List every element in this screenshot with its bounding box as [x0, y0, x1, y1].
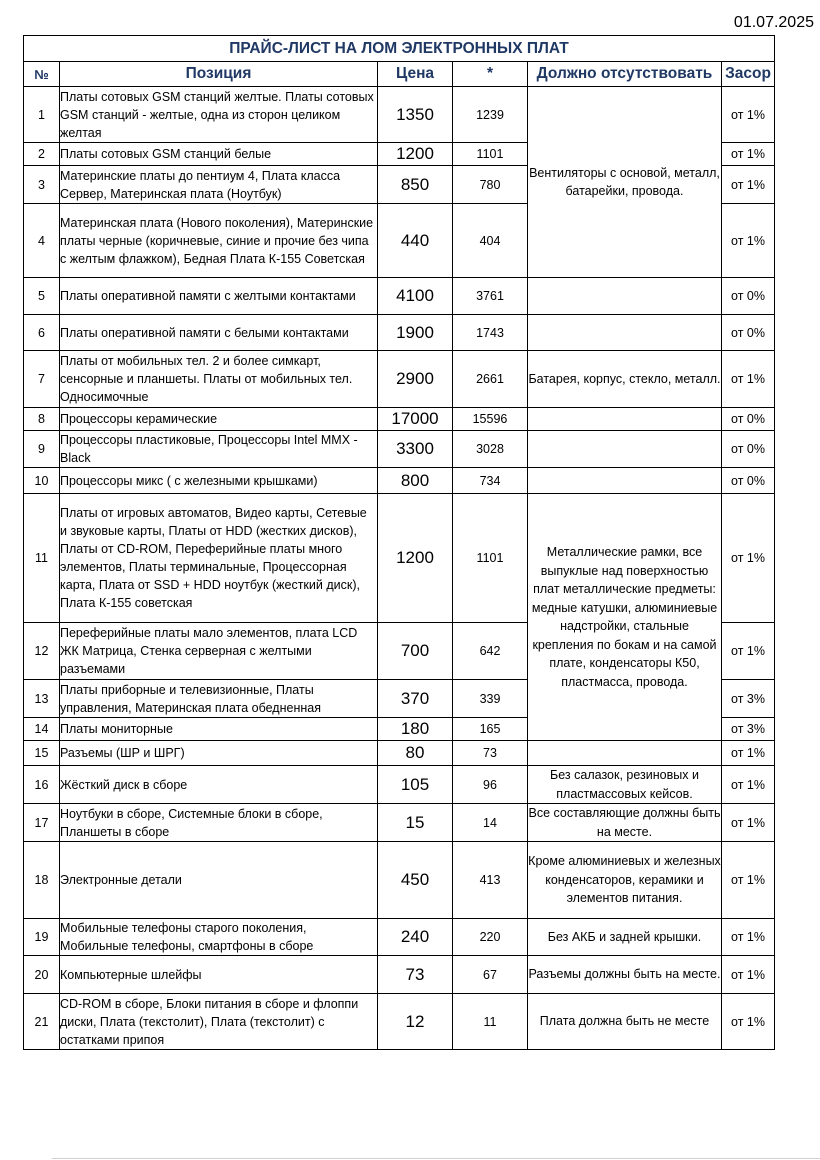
- row-num: 12: [24, 623, 60, 680]
- row-position: Платы сотовых GSM станций белые: [60, 143, 378, 166]
- row-zasor: от 0%: [722, 468, 775, 494]
- row-star: 3028: [453, 431, 528, 468]
- row-star: 780: [453, 166, 528, 204]
- row-position: Платы от мобильных тел. 2 и более симкарт, сенсорные и планшеты. Платы от мобильных тел. Односимочные: [60, 351, 378, 408]
- row-position: Платы оперативной памяти с желтыми контактами: [60, 278, 378, 315]
- row-price: 17000: [378, 408, 453, 431]
- row-zasor: от 1%: [722, 804, 775, 842]
- row-num: 11: [24, 494, 60, 623]
- table-row: [24, 87, 775, 143]
- row-absent: Кроме алюминиевых и железных конденсаторов, керамики и элементов питания.: [528, 842, 722, 919]
- table-row: [24, 431, 775, 468]
- row-price: 2900: [378, 351, 453, 408]
- row-position: Ноутбуки в сборе, Системные блоки в сборе, Планшеты в сборе: [60, 804, 378, 842]
- row-num: 16: [24, 766, 60, 804]
- header-position: Позиция: [60, 62, 378, 87]
- row-zasor: от 1%: [722, 166, 775, 204]
- row-num: 5: [24, 278, 60, 315]
- row-star: 1101: [453, 494, 528, 623]
- row-absent: [528, 408, 722, 431]
- row-absent: Разъемы должны быть на месте.: [528, 956, 722, 994]
- row-zasor: от 1%: [722, 956, 775, 994]
- row-price: 4100: [378, 278, 453, 315]
- row-price: 450: [378, 842, 453, 919]
- row-star: 220: [453, 919, 528, 956]
- row-zasor: от 1%: [722, 994, 775, 1050]
- row-position: Процессоры керамические: [60, 408, 378, 431]
- row-star: 404: [453, 204, 528, 278]
- row-price: 800: [378, 468, 453, 494]
- row-num: 21: [24, 994, 60, 1050]
- row-star: 96: [453, 766, 528, 804]
- row-star: 642: [453, 623, 528, 680]
- row-num: 18: [24, 842, 60, 919]
- row-price: 12: [378, 994, 453, 1050]
- row-zasor: от 1%: [722, 87, 775, 143]
- header-zasor: Засор: [722, 62, 775, 87]
- row-zasor: от 1%: [722, 623, 775, 680]
- row-star: 165: [453, 718, 528, 741]
- row-price: 1200: [378, 494, 453, 623]
- row-position: Разъемы (ШР и ШРГ): [60, 741, 378, 766]
- row-position: Компьютерные шлейфы: [60, 956, 378, 994]
- row-star: 734: [453, 468, 528, 494]
- row-position: Платы приборные и телевизионные, Платы управления, Материнская плата обедненная: [60, 680, 378, 718]
- row-price: 1900: [378, 315, 453, 351]
- row-price: 370: [378, 680, 453, 718]
- row-zasor: от 1%: [722, 143, 775, 166]
- row-star: 2661: [453, 351, 528, 408]
- price-table: [23, 35, 775, 1050]
- row-star: 413: [453, 842, 528, 919]
- row-price: 180: [378, 718, 453, 741]
- row-absent: Все составляющие должны быть на месте.: [528, 804, 722, 842]
- row-absent: [528, 315, 722, 351]
- row-price: 1350: [378, 87, 453, 143]
- row-star: 1743: [453, 315, 528, 351]
- row-num: 13: [24, 680, 60, 718]
- row-star: 1101: [453, 143, 528, 166]
- row-absent: Без салазок, резиновых и пластмассовых кейсов.: [528, 766, 722, 804]
- row-star: 11: [453, 994, 528, 1050]
- row-zasor: от 0%: [722, 278, 775, 315]
- row-price: 73: [378, 956, 453, 994]
- row-num: 19: [24, 919, 60, 956]
- row-price: 80: [378, 741, 453, 766]
- row-num: 9: [24, 431, 60, 468]
- row-position: Платы от игровых автоматов, Видео карты, Сетевые и звуковые карты, Платы от HDD (жестких дисков), Платы от CD-ROM, Переферийные платы много элементов, Платы терминальные, Процессорная карта, Плата от SSD + HDD ноутбук (жесткий диск), Плата К-155 советская: [60, 494, 378, 623]
- table-row: [24, 766, 775, 804]
- row-price: 105: [378, 766, 453, 804]
- row-position: Материнские платы до пентиум 4, Плата класса Сервер, Материнская плата (Ноутбук): [60, 166, 378, 204]
- row-zasor: от 3%: [722, 718, 775, 741]
- row-zasor: от 0%: [722, 431, 775, 468]
- table-row: [24, 956, 775, 994]
- header-row: [24, 62, 775, 87]
- row-num: 20: [24, 956, 60, 994]
- row-star: 73: [453, 741, 528, 766]
- row-position: Платы сотовых GSM станций желтые. Платы сотовых GSM станций - желтые, одна из сторон целиком желтая: [60, 87, 378, 143]
- table-row: [24, 494, 775, 623]
- row-absent: Плата должна быть не месте: [528, 994, 722, 1050]
- row-num: 8: [24, 408, 60, 431]
- row-absent: Батарея, корпус, стекло, металл.: [528, 351, 722, 408]
- table-row: [24, 408, 775, 431]
- row-star: 1239: [453, 87, 528, 143]
- row-price: 240: [378, 919, 453, 956]
- table-row: [24, 842, 775, 919]
- row-absent: Вентиляторы с основой, металл, батарейки, провода.: [528, 87, 722, 278]
- table-row: [24, 919, 775, 956]
- header-num: №: [24, 62, 60, 87]
- table-title: ПРАЙС-ЛИСТ НА ЛОМ ЭЛЕКТРОННЫХ ПЛАТ: [24, 36, 775, 62]
- table-row: [24, 315, 775, 351]
- row-star: 67: [453, 956, 528, 994]
- row-zasor: от 1%: [722, 204, 775, 278]
- document-date: 01.07.2025: [733, 14, 814, 31]
- row-position: Платы мониторные: [60, 718, 378, 741]
- row-price: 700: [378, 623, 453, 680]
- row-zasor: от 0%: [722, 408, 775, 431]
- row-num: 4: [24, 204, 60, 278]
- row-num: 6: [24, 315, 60, 351]
- table-row: [24, 741, 775, 766]
- row-position: CD-ROM в сборе, Блоки питания в сборе и флоппи диски, Плата (текстолит), Плата (текстолит) с остатками припоя: [60, 994, 378, 1050]
- row-num: 2: [24, 143, 60, 166]
- row-star: 339: [453, 680, 528, 718]
- table-row: [24, 351, 775, 408]
- row-zasor: от 1%: [722, 741, 775, 766]
- row-position: Переферийные платы мало элементов, плата LCD ЖК Матрица, Стенка серверная с желтыми разъемами: [60, 623, 378, 680]
- row-position: Мобильные телефоны старого поколения, Мобильные телефоны, смартфоны в сборе: [60, 919, 378, 956]
- row-absent: [528, 741, 722, 766]
- row-price: 850: [378, 166, 453, 204]
- row-position: Материнская плата (Нового поколения), Материнские платы черные (коричневые, синие и прочие без чипа с желтым флажком), Бедная Плата К-155 Советская: [60, 204, 378, 278]
- row-zasor: от 1%: [722, 766, 775, 804]
- row-price: 3300: [378, 431, 453, 468]
- row-price: 15: [378, 804, 453, 842]
- row-star: 15596: [453, 408, 528, 431]
- row-star: 14: [453, 804, 528, 842]
- row-zasor: от 0%: [722, 315, 775, 351]
- row-position: Жёсткий диск в сборе: [60, 766, 378, 804]
- header-price: Цена: [378, 62, 453, 87]
- row-absent: [528, 468, 722, 494]
- row-num: 14: [24, 718, 60, 741]
- row-zasor: от 1%: [722, 494, 775, 623]
- row-price: 1200: [378, 143, 453, 166]
- table-row: [24, 804, 775, 842]
- row-position: Электронные детали: [60, 842, 378, 919]
- row-position: Процессоры пластиковые, Процессоры Intel MMX - Black: [60, 431, 378, 468]
- table-row: [24, 994, 775, 1050]
- header-absent: Должно отсутствовать: [528, 62, 722, 87]
- row-star: 3761: [453, 278, 528, 315]
- row-absent: Металлические рамки, все выпуклые над поверхностью плат металлические предметы: медные катушки, алюминиевые надстройки, стальные крепления по бокам и на самой плате, конденсаторы К50, пластмасса, провода.: [528, 494, 722, 741]
- row-num: 3: [24, 166, 60, 204]
- row-position: Процессоры микс ( с железными крышками): [60, 468, 378, 494]
- row-zasor: от 3%: [722, 680, 775, 718]
- row-num: 15: [24, 741, 60, 766]
- row-position: Платы оперативной памяти с белыми контактами: [60, 315, 378, 351]
- header-star: *: [453, 62, 528, 87]
- table-row: [24, 468, 775, 494]
- row-num: 17: [24, 804, 60, 842]
- table-row: [24, 278, 775, 315]
- row-zasor: от 1%: [722, 842, 775, 919]
- row-num: 10: [24, 468, 60, 494]
- row-num: 7: [24, 351, 60, 408]
- page-bottom-divider: [52, 1158, 820, 1159]
- row-zasor: от 1%: [722, 919, 775, 956]
- row-absent: Без АКБ и задней крышки.: [528, 919, 722, 956]
- row-num: 1: [24, 87, 60, 143]
- row-zasor: от 1%: [722, 351, 775, 408]
- row-absent: [528, 431, 722, 468]
- row-absent: [528, 278, 722, 315]
- row-price: 440: [378, 204, 453, 278]
